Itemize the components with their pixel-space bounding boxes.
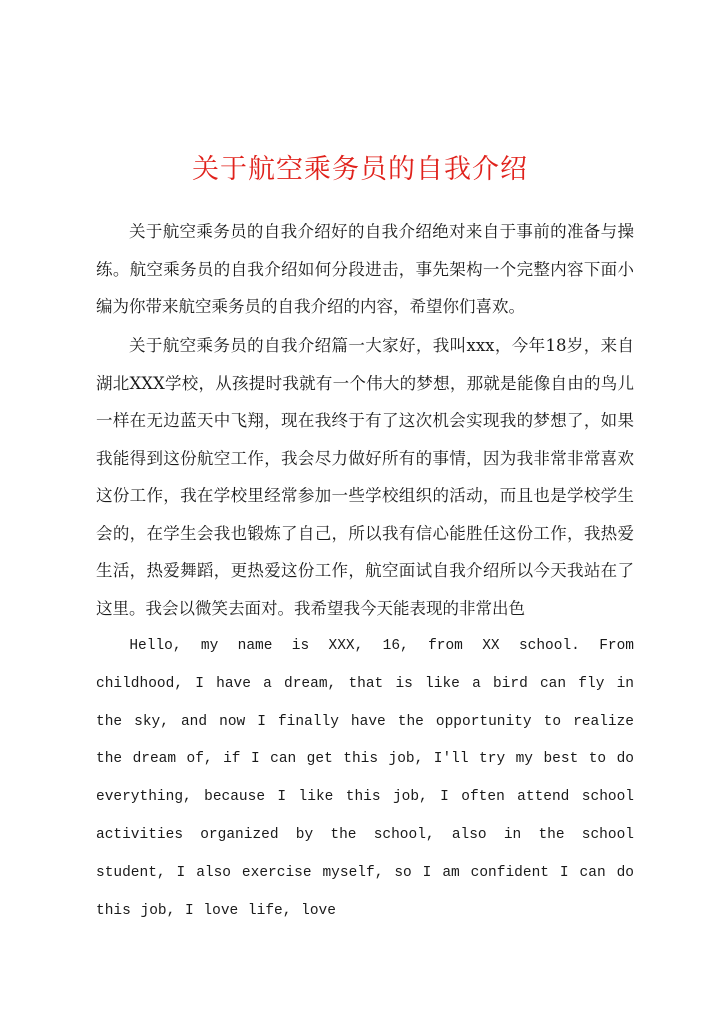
document-title: 关于航空乘务员的自我介绍	[192, 154, 528, 185]
english-self-introduction-paragraph: Hello, my name is XXX, 16, from XX school. From childhood, I have a dream, that is like a bird can fly in the sky, and now I finally have the opportunity to realize the dream of, if I can get this job, I'll try my best to do everything, because I like this job, I often attend school activities organized by the school, also in the school student, I also exercise myself, so I am confident I can do this job, I love life, love	[96, 638, 634, 919]
chinese-self-introduction-paragraph: 关于航空乘务员的自我介绍篇一大家好，我叫xxx，今年18岁，来自湖北XXX学校，从孩提时我就有一个伟大的梦想，那就是能像自由的鸟儿一样在无边蓝天中飞翔，现在我终于有了这次机会实现我的梦想了，如果我能得到这份航空工作，我会尽力做好所有的事情，因为我非常非常喜欢这份工作，我在学校里经常参加一些学校组织的活动，而且也是学校学生会的，在学生会我也锻炼了自己，所以我有信心能胜任这份工作，我热爱生活，热爱舞蹈，更热爱这份工作，航空面试自我介绍所以今天我站在了这里。我会以微笑去面对。我希望我今天能表现的非常出色	[96, 336, 634, 618]
intro-paragraph: 关于航空乘务员的自我介绍好的自我介绍绝对来自于事前的准备与操练。航空乘务员的自我介绍如何分段进击，事先架构一个完整内容下面小编为你带来航空乘务员的自我介绍的内容，希望你们喜欢。	[96, 222, 634, 316]
